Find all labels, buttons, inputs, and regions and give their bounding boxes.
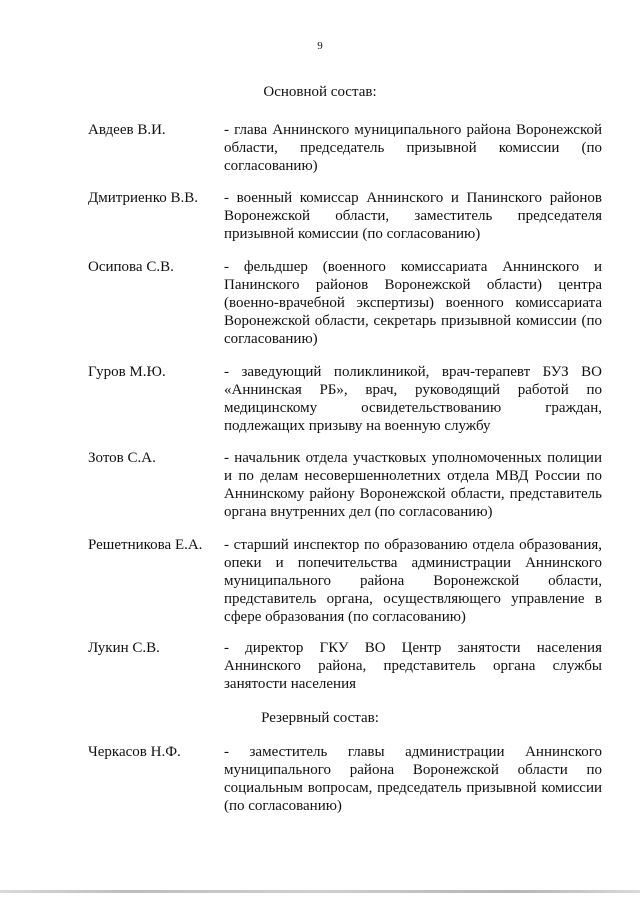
member-role: - заместитель главы администрации Аннинского муниципального района Воронежской области по социальным вопросам, председатель призывной комиссии (по согласованию) (224, 744, 602, 814)
member-name: Черкасов Н.Ф. (88, 744, 181, 760)
member-name: Лукин С.В. (88, 640, 160, 656)
member-role: - военный комиссар Аннинского и Панинского районов Воронежской области, заместитель председателя призывной комиссии (по согласованию) (224, 190, 602, 242)
member-role: - фельдшер (военного комиссариата Аннинского и Панинского районов Воронежской области) центра (военно-врачебной экспертизы) военного комиссариата Воронежской области, секретарь призывной комиссии (по согласованию) (224, 259, 602, 347)
member-role: - заведующий поликлиникой, врач-терапевт БУЗ ВО «Аннинская РБ», врач, руководящий работой по медицинскому освидетельствованию граждан, подлежащих призыву на военную службу (224, 364, 602, 434)
member-role: - начальник отдела участковых уполномоченных полиции и по делам несовершеннолетних отдела МВД России по Аннинскому району Воронежской области, представитель органа внутренних дел (по согласованию) (224, 450, 602, 520)
member-name: Решетникова Е.А. (88, 537, 203, 553)
page-number: 9 (317, 40, 323, 52)
member-role: - директор ГКУ ВО Центр занятости населения Аннинского района, представитель органа службы занятости населения (224, 640, 602, 692)
member-name: Дмитриенко В.В. (88, 190, 198, 206)
member-name: Гуров М.Ю. (88, 364, 166, 380)
reserve-composition-title: Резервный состав: (261, 710, 379, 726)
main-composition-title: Основной состав: (263, 84, 377, 100)
member-role: - старший инспектор по образованию отдела образования, опеки и попечительства администрации Аннинского муниципального района Воронежской области, представитель органа, осуществляющего управление в сфере образования (по согласованию) (224, 537, 602, 625)
member-name: Осипова С.В. (88, 259, 174, 275)
member-name: Авдеев В.И. (88, 122, 166, 138)
member-name: Зотов С.А. (88, 450, 156, 466)
member-role: - глава Аннинского муниципального района Воронежской области, председатель призывной комиссии (по согласованию) (224, 122, 602, 174)
scan-edge-line (0, 890, 640, 893)
